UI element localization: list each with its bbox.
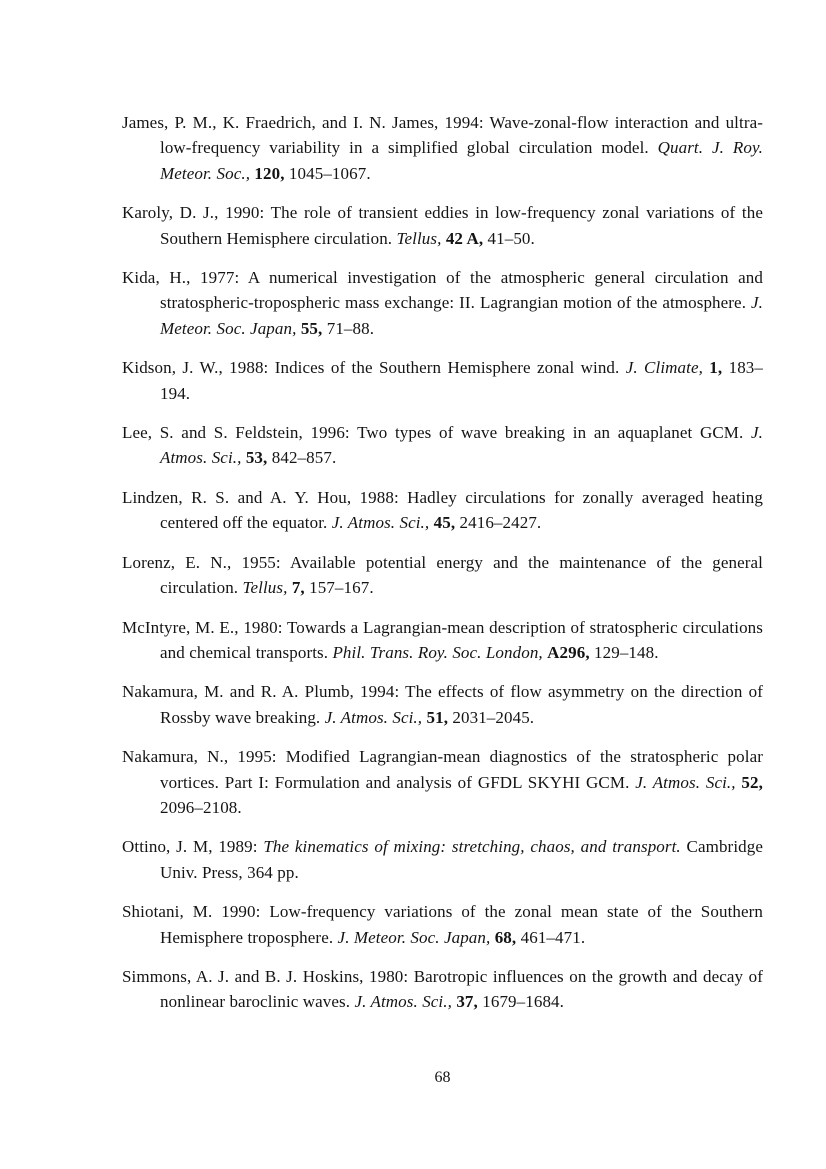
reference-entry [122,550,763,601]
reference-entry [122,200,763,251]
reference-text-italic: The kinematics of mixing: stretching, chaos, and transport. [263,837,681,857]
reference-text-italic: J. Meteor. Soc. Japan, [160,293,763,338]
reference-entry [122,420,763,471]
reference-text-bold: A296, [547,642,590,662]
page-number: 68 [434,1069,451,1086]
reference-text-plain: 842–857. [267,448,337,468]
reference-text-plain: James, P. M., K. Fraedrich, and I. N. James, 1994: Wave-zonal-flow interaction and ultra-low-frequency variability in a simplified global circulation model. [122,113,763,158]
reference-text-plain: Nakamura, N., 1995: Modified Lagrangian-mean diagnostics of the stratospheric polar vortices. Part I: Formulation and analysis of GFDL SKYHI GCM. [122,747,763,792]
reference-text-plain: 2416–2427. [455,513,542,533]
reference-text-plain: Lee, S. and S. Feldstein, 1996: Two types of wave breaking in an aquaplanet GCM. [122,423,751,443]
reference-text-bold: 52, [741,772,763,792]
reference-text-plain: 2096–2108. [160,797,242,817]
reference-text-italic: J. Meteor. Soc. Japan, [337,927,491,947]
reference-text-italic: J. Atmos. Sci., [354,992,452,1012]
reference-text-plain: Shiotani, M. 1990: Low-frequency variations of the zonal mean state of the Southern Hemisphere troposphere. [122,902,763,947]
reference-text-plain: Cambridge Univ. Press, 364 pp. [160,837,763,882]
reference-text-plain: 1679–1684. [477,992,564,1012]
reference-text-plain: 71–88. [322,318,375,338]
reference-entry [122,265,763,341]
reference-text-plain: 183–194. [160,358,763,403]
reference-text-plain: Simmons, A. J. and B. J. Hoskins, 1980: Barotropic influences on the growth and decay of nonlinear baroclinic waves. [122,966,763,1012]
reference-text-plain: Lorenz, E. N., 1955: Available potential energy and the maintenance of the general circulation. [122,552,763,598]
reference-text-bold: 42 A, [445,228,484,248]
reference-text-bold: 68, [494,927,517,947]
reference-text-plain: Ottino, J. M, 1989: [122,837,264,857]
reference-entry [122,679,763,730]
reference-text-plain: Karoly, D. J., 1990: The role of transient eddies in low-frequency zonal variations of the Southern Hemisphere circulation. [122,203,763,248]
reference-text-italic: J. Atmos. Sci., [635,772,736,792]
reference-text-plain: Nakamura, M. and R. A. Plumb, 1994: The effects of flow asymmetry on the direction of Rossby wave breaking. [122,682,763,727]
reference-text-italic: Tellus, [242,578,288,598]
reference-text-bold: 45, [433,513,456,533]
reference-text-bold: 51, [426,707,449,727]
reference-text-bold: 55, [300,318,323,338]
reference-entry [122,834,763,885]
reference-text-plain: 157–167. [304,578,374,598]
reference-text-italic: Phil. Trans. Roy. Soc. London, [332,642,543,662]
reference-entry [122,744,763,820]
reference-entry [122,964,763,1015]
reference-text-italic: Tellus, [396,228,442,248]
reference-text-plain: 2031–2045. [448,707,535,727]
references-list [122,110,763,1029]
reference-text-italic: J. Atmos. Sci., [324,707,423,727]
reference-text-plain: McIntyre, M. E., 1980: Towards a Lagrangian-mean description of stratospheric circulations and chemical transports. [122,617,763,662]
reference-text-plain: Lindzen, R. S. and A. Y. Hou, 1988: Hadley circulations for zonally averaged heating centered off the equator. [122,487,763,533]
reference-text-italic: Quart. J. Roy. Meteor. Soc., [160,138,763,183]
reference-entry [122,899,763,950]
reference-text-bold: 53, [245,448,268,468]
reference-entry [122,110,763,186]
reference-text-italic: J. Atmos. Sci., [160,423,763,468]
reference-text-plain: 129–148. [589,642,659,662]
reference-text-bold: 7, [291,578,305,598]
reference-text-bold: 1, [709,358,723,378]
reference-text-plain: 461–471. [516,927,586,947]
reference-text-plain: 41–50. [483,228,535,248]
reference-text-italic: J. Atmos. Sci., [331,513,430,533]
reference-entry [122,615,763,666]
reference-text-plain: Kida, H., 1977: A numerical investigation of the atmospheric general circulation and stratospheric-tropospheric mass exchange: II. Lagrangian motion of the atmosphere. [122,268,763,313]
reference-text-plain: Kidson, J. W., 1988: Indices of the Southern Hemisphere zonal wind. [122,358,626,378]
reference-text-bold: 37, [456,992,478,1012]
reference-entry [122,485,763,536]
reference-text-bold: 120, [254,163,285,183]
reference-text-italic: J. Climate, [625,358,703,378]
reference-text-plain: 1045–1067. [284,163,371,183]
reference-entry [122,355,763,406]
